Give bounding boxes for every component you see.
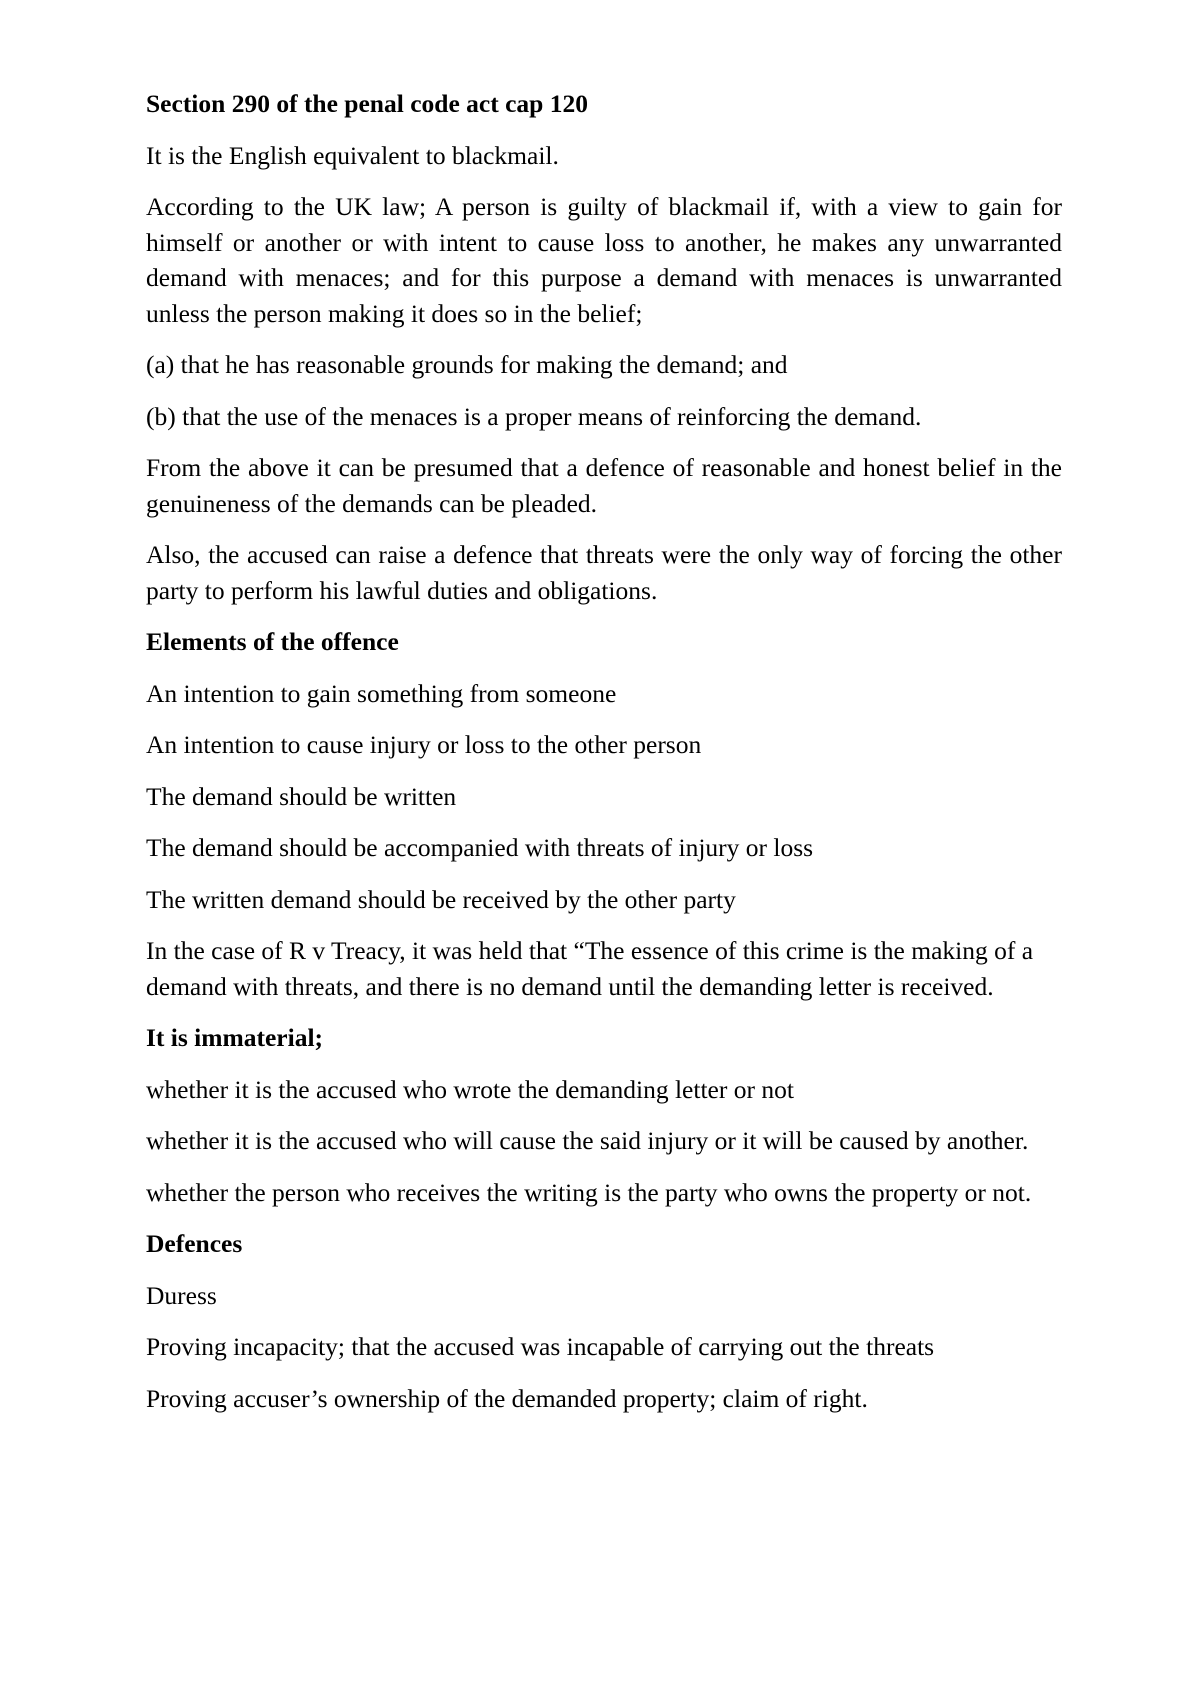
document-title: Section 290 of the penal code act cap 120 bbox=[146, 89, 588, 118]
case-paragraph: In the case of R v Treacy, it was held that “The essence of this crime is the making of a demand with threats, and there is no demand until the demanding letter is received. bbox=[146, 936, 1034, 1001]
immaterial-item: whether the person who receives the writing is the party who owns the property or not. bbox=[146, 1177, 1032, 1207]
immaterial-item: whether it is the accused who will cause the said injury or it will be caused by another. bbox=[146, 1126, 1029, 1155]
condition-a: (a) that he has reasonable grounds for making the demand; and bbox=[146, 350, 788, 379]
defences-heading: Defences bbox=[146, 1229, 243, 1258]
element-item: The written demand should be received by the other party bbox=[146, 884, 736, 914]
element-item: The demand should be accompanied with threats of injury or loss bbox=[146, 833, 814, 862]
condition-b: (b) that the use of the menaces is a proper means of reinforcing the demand. bbox=[146, 401, 922, 431]
defence-item: Proving incapacity; that the accused was incapable of carrying out the threats bbox=[146, 1332, 935, 1361]
element-item: The demand should be written bbox=[146, 781, 457, 811]
defence-item: Duress bbox=[146, 1280, 217, 1310]
element-item: An intention to gain something from someone bbox=[146, 678, 617, 708]
elements-heading: Elements of the offence bbox=[146, 627, 399, 656]
uk-law-paragraph: According to the UK law; A person is guilty of blackmail if, with a view to gain for himself or another or with intent to cause loss to another, he makes any unwarranted demand with menaces; and for this purpose a demand with menaces is unwarranted unless the person making it does so in the belief; bbox=[146, 192, 1062, 328]
immaterial-item: whether it is the accused who wrote the demanding letter or not bbox=[146, 1074, 794, 1104]
also-defence-paragraph: Also, the accused can raise a defence that threats were the only way of forcing the other party to perform his lawful duties and obligations. bbox=[146, 540, 1062, 605]
intro-paragraph: It is the English equivalent to blackmail. bbox=[146, 140, 559, 170]
element-item: An intention to cause injury or loss to the other person bbox=[146, 730, 702, 759]
document-page bbox=[146, 86, 1062, 1432]
defence-item: Proving accuser’s ownership of the demanded property; claim of right. bbox=[146, 1383, 868, 1413]
presumption-paragraph: From the above it can be presumed that a defence of reasonable and honest belief in the genuineness of the demands can be pleaded. bbox=[146, 453, 1062, 518]
immaterial-heading: It is immaterial; bbox=[146, 1023, 324, 1052]
